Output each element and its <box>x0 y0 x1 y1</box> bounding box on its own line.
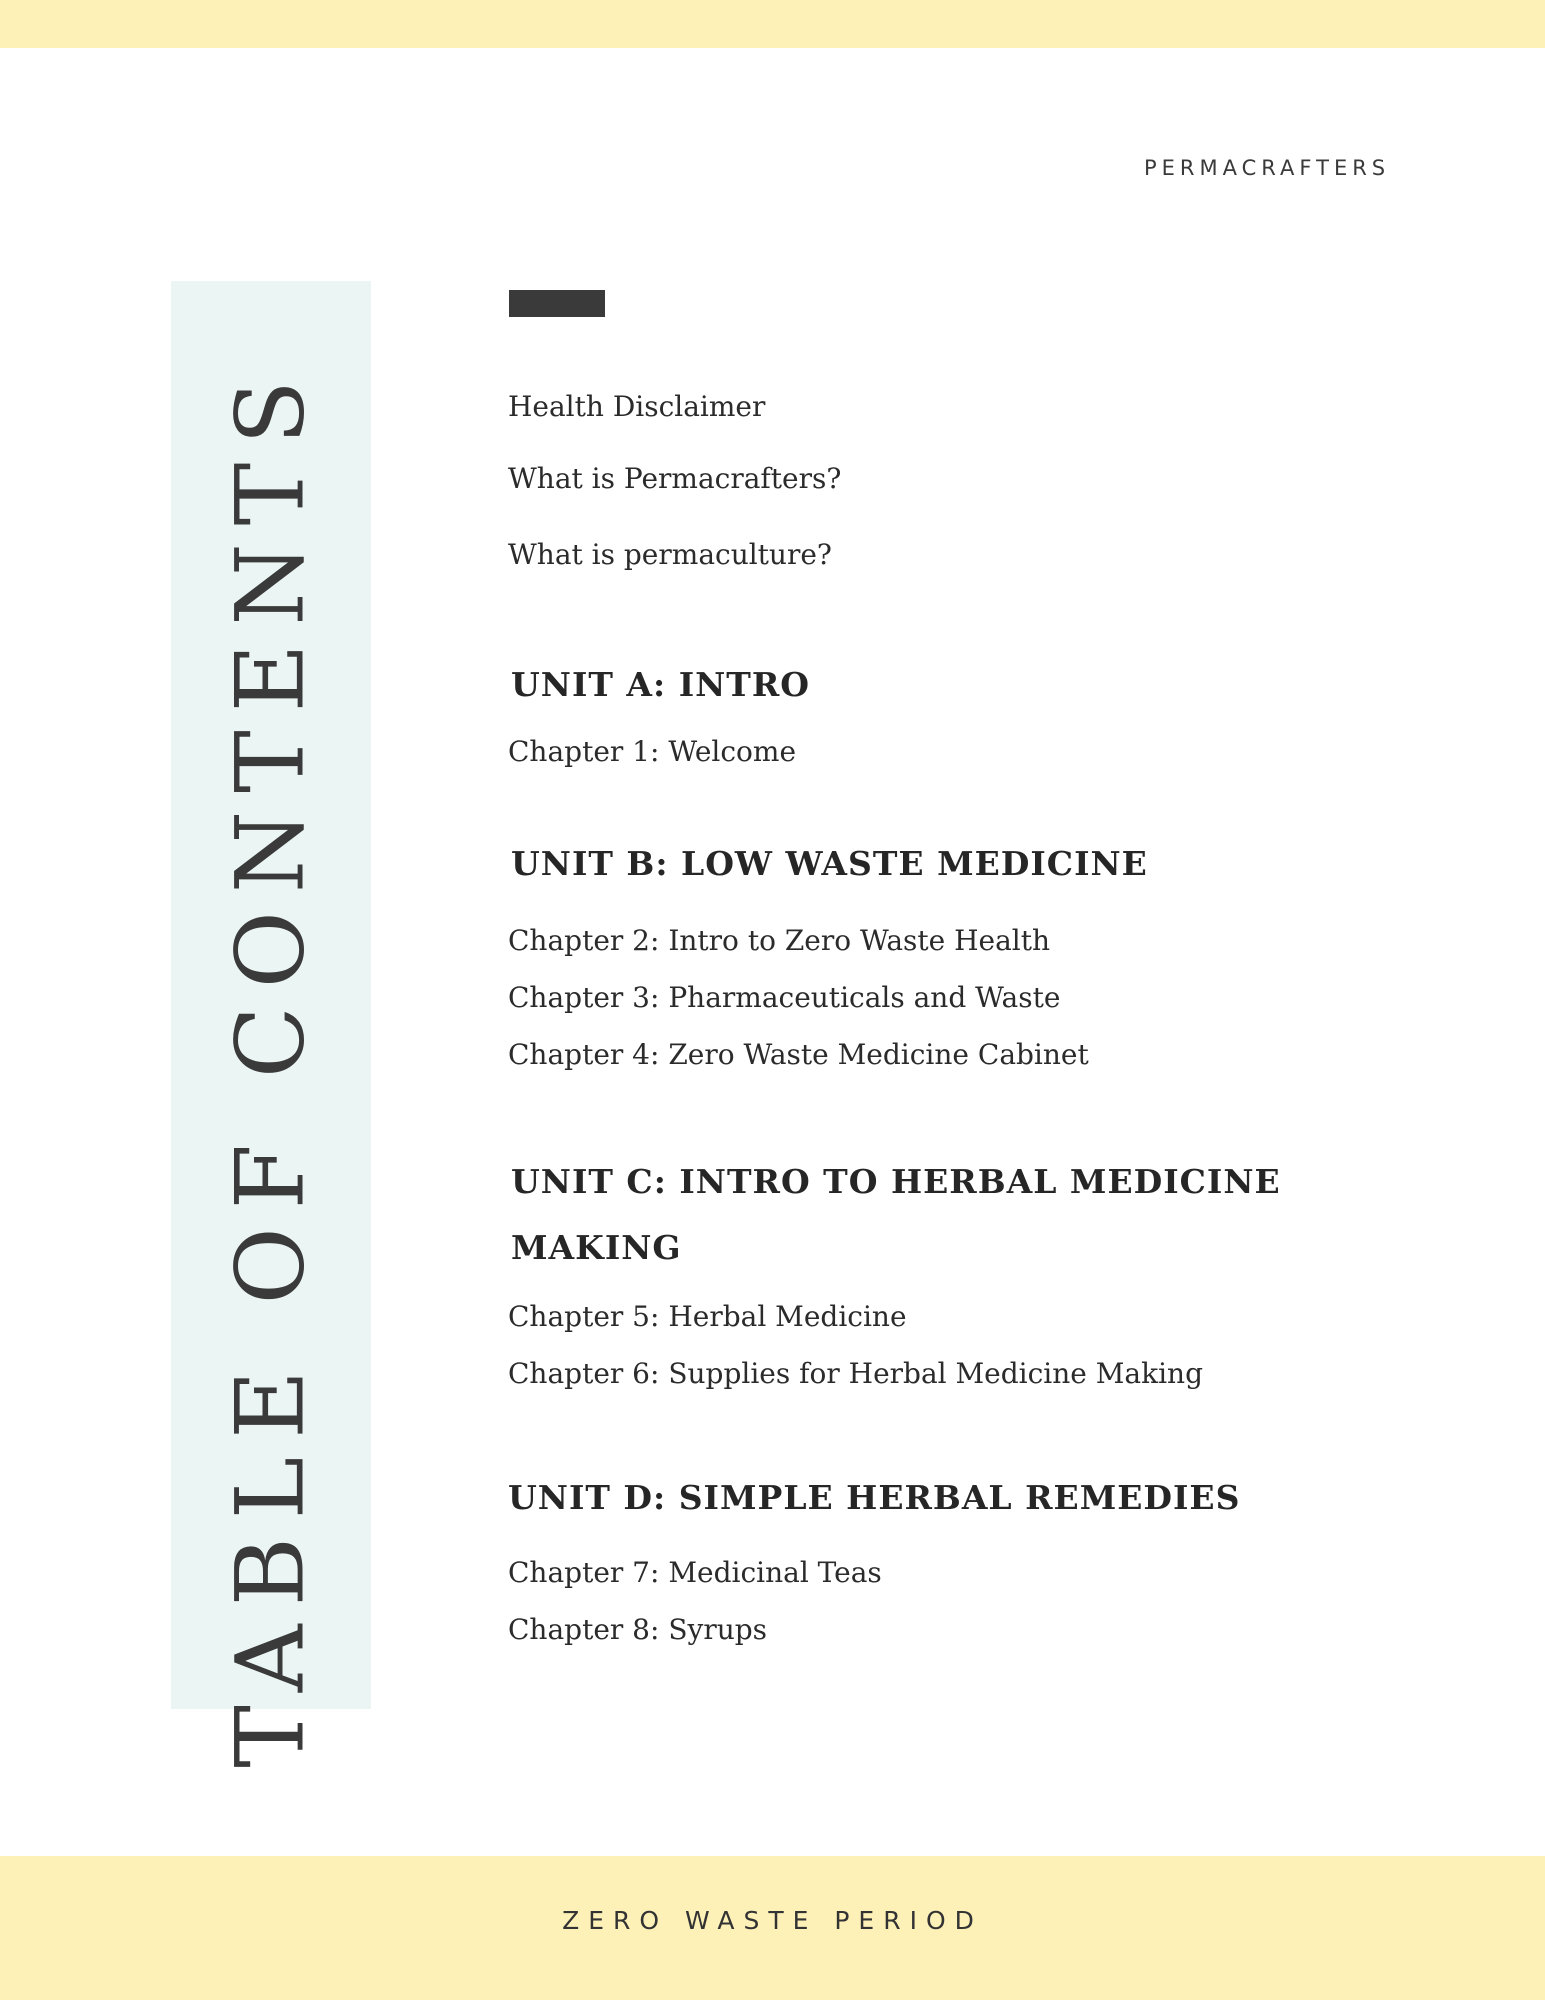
chapter-5: Chapter 5: Herbal Medicine <box>508 1300 907 1333</box>
chapter-1: Chapter 1: Welcome <box>508 735 797 768</box>
chapter-6: Chapter 6: Supplies for Herbal Medicine Making <box>508 1357 1203 1390</box>
unit-b-heading: UNIT B: LOW WASTE MEDICINE <box>511 844 1148 883</box>
toc-vertical-title: TABLE OF CONTENTS <box>216 362 326 1768</box>
chapter-2: Chapter 2: Intro to Zero Waste Health <box>508 924 1051 957</box>
chapter-8: Chapter 8: Syrups <box>508 1613 768 1646</box>
toc-item-health-disclaimer: Health Disclaimer <box>508 390 766 423</box>
unit-a-heading: UNIT A: INTRO <box>511 665 811 704</box>
toc-item-what-is-permaculture: What is permaculture? <box>508 538 832 571</box>
chapter-3: Chapter 3: Pharmaceuticals and Waste <box>508 981 1061 1014</box>
decorative-dash <box>509 290 605 317</box>
top-band <box>0 0 1545 48</box>
footer-text: ZERO WASTE PERIOD <box>562 1906 983 1935</box>
chapter-4: Chapter 4: Zero Waste Medicine Cabinet <box>508 1038 1089 1071</box>
brand-name: PERMACRAFTERS <box>1144 156 1391 180</box>
unit-c-heading-line2: MAKING <box>511 1228 682 1267</box>
unit-c-heading-line1: UNIT C: INTRO TO HERBAL MEDICINE <box>511 1162 1281 1201</box>
unit-d-heading: UNIT D: SIMPLE HERBAL REMEDIES <box>508 1478 1241 1517</box>
toc-item-what-is-permacrafters: What is Permacrafters? <box>508 462 842 495</box>
chapter-7: Chapter 7: Medicinal Teas <box>508 1556 882 1589</box>
